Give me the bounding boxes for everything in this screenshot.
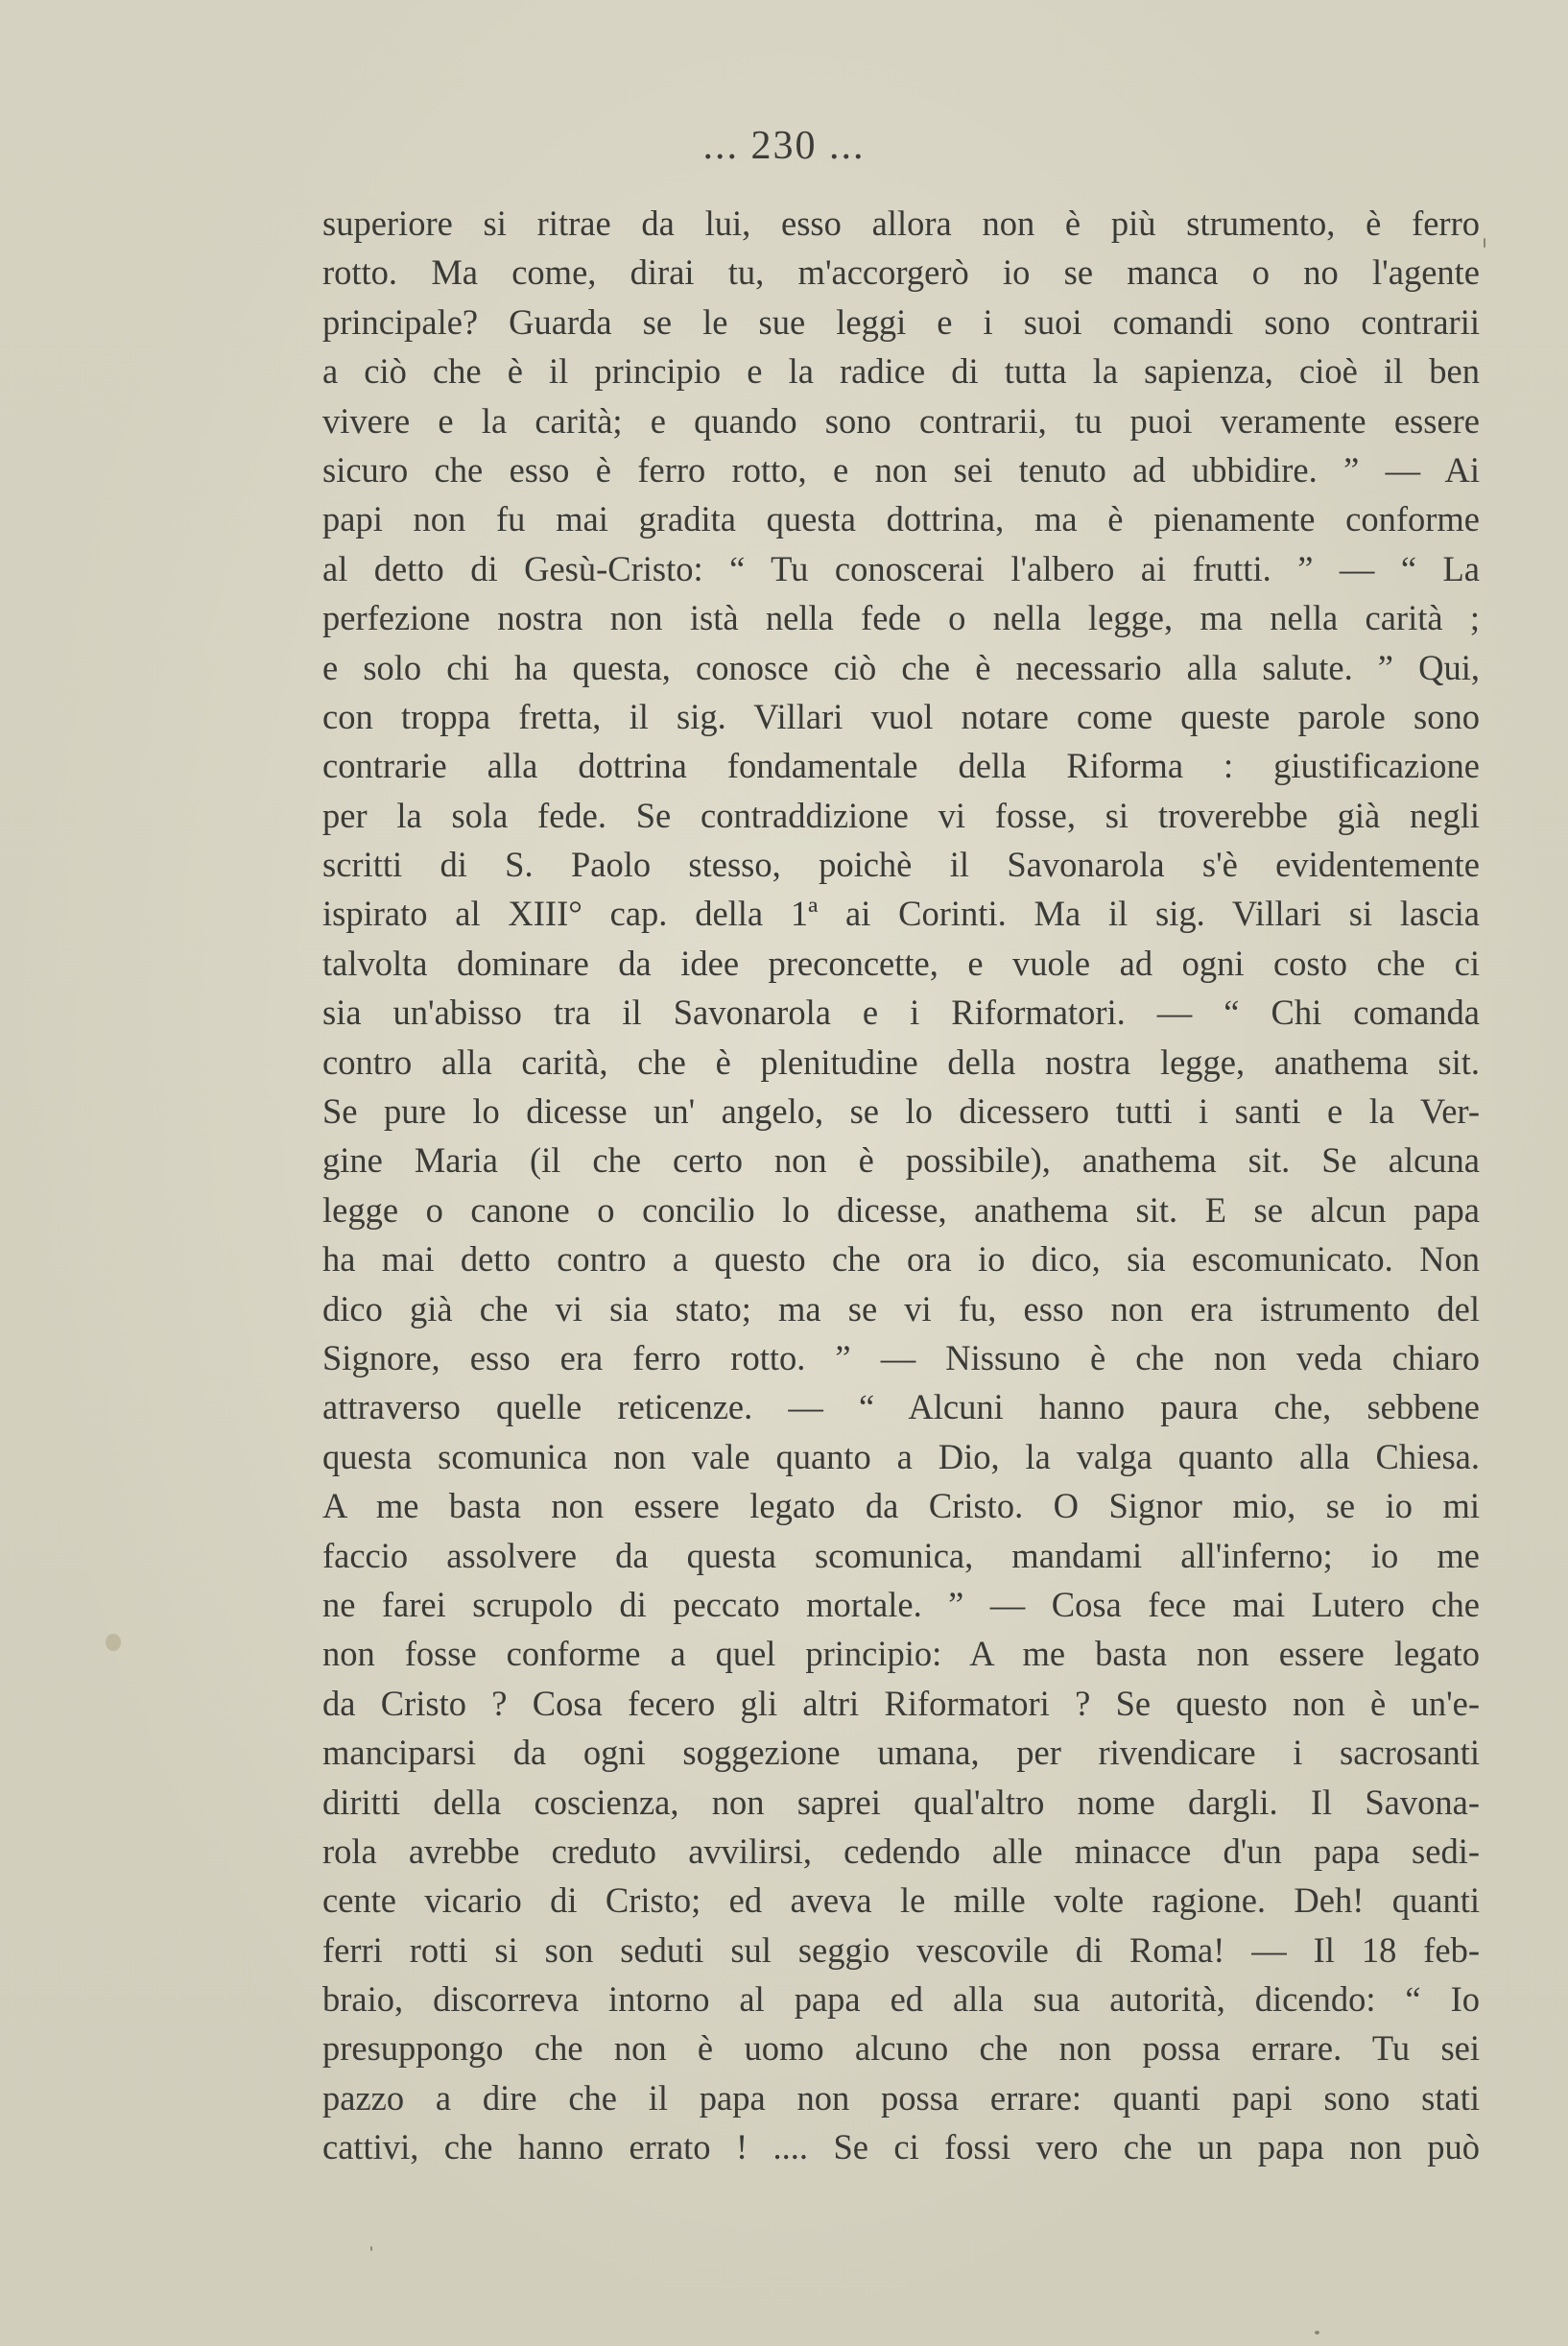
paper-stain <box>106 1634 121 1651</box>
text-line: da Cristo ? Cosa fecero gli altri Riformatori ? Se questo non è un'e- <box>322 1683 1480 1723</box>
text-line: a ciò che è il principio e la radice di tutta la sapienza, cioè il ben <box>322 351 1480 392</box>
text-line: ferri rotti si son seduti sul seggio vescovile di Roma! — Il 18 feb- <box>322 1929 1480 1970</box>
paper-speck <box>370 2246 372 2251</box>
text-line: A me basta non essere legato da Cristo. O Signor mio, se io mi <box>322 1486 1480 1526</box>
body-text <box>322 199 1480 2172</box>
text-line: manciparsi da ogni soggezione umana, per rivendicare i sacrosanti <box>322 1733 1480 1773</box>
text-line: ne farei scrupolo di peccato mortale. ” — Cosa fece mai Lutero che <box>322 1584 1480 1624</box>
text-line: contro alla carità, che è plenitudine della nostra legge, anathema sit. <box>322 1041 1480 1082</box>
text-line: Signore, esso era ferro rotto. ” — Nissuno è che non veda chiaro <box>322 1337 1480 1377</box>
text-line: presuppongo che non è uomo alcuno che non possa errare. Tu sei <box>322 2028 1480 2069</box>
text-line: talvolta dominare da idee preconcette, e vuole ad ogni costo che ci <box>322 943 1480 983</box>
text-line: cente vicario di Cristo; ed aveva le mille volte ragione. Deh! quanti <box>322 1880 1480 1921</box>
text-line: non fosse conforme a quel principio: A me basta non essere legato <box>322 1634 1480 1674</box>
text-line: per la sola fede. Se contraddizione vi fosse, si troverebbe già negli <box>322 795 1480 835</box>
text-line: faccio assolvere da questa scomunica, mandami all'inferno; io me <box>322 1535 1480 1575</box>
text-line: contrarie alla dottrina fondamentale della Riforma : giustificazione <box>322 746 1480 786</box>
text-line: diritti della coscienza, non saprei qual'altro nome dargli. Il Savona- <box>322 1782 1480 1822</box>
text-line: sia un'abisso tra il Savonarola e i Riformatori. — “ Chi comanda <box>322 993 1480 1033</box>
text-line: dico già che vi sia stato; ma se vi fu, esso non era istrumento del <box>322 1288 1480 1329</box>
text-line: con troppa fretta, il sig. Villari vuol notare come queste parole sono <box>322 696 1480 736</box>
text-line: pazzo a dire che il papa non possa errare: quanti papi sono stati <box>322 2077 1480 2118</box>
text-line: rotto. Ma come, dirai tu, m'accorgerò io se manca o no l'agente <box>322 252 1480 293</box>
text-line: Se pure lo dicesse un' angelo, se lo dicessero tutti i santi e la Ver- <box>322 1091 1480 1132</box>
text-line: papi non fu mai gradita questa dottrina, ma è pienamente conforme <box>322 499 1480 539</box>
page-number: ... 230 ... <box>702 124 866 168</box>
paper-speck <box>1484 238 1485 248</box>
text-line: e solo chi ha questa, conosce ciò che è necessario alla salute. ” Qui, <box>322 647 1480 687</box>
text-line: attraverso quelle reticenze. — “ Alcuni hanno paura che, sebbene <box>322 1387 1480 1427</box>
text-line: perfezione nostra non istà nella fede o nella legge, ma nella carità ; <box>322 598 1480 638</box>
text-line: rola avrebbe creduto avvilirsi, cedendo alle minacce d'un papa sedi- <box>322 1831 1480 1871</box>
text-line: ha mai detto contro a questo che ora io dico, sia escomunicato. Non <box>322 1239 1480 1280</box>
text-line: ispirato al XIII° cap. della 1ª ai Corinti. Ma il sig. Villari si lascia <box>322 894 1480 934</box>
text-line: vivere e la carità; e quando sono contrarii, tu puoi veramente essere <box>322 400 1480 441</box>
text-line: legge o canone o concilio lo dicesse, anathema sit. E se alcun papa <box>322 1189 1480 1230</box>
text-line: scritti di S. Paolo stesso, poichè il Savonarola s'è evidentemente <box>322 845 1480 885</box>
text-line: gine Maria (il che certo non è possibile), anathema sit. Se alcuna <box>322 1140 1480 1181</box>
text-line: al detto di Gesù-Cristo: “ Tu conoscerai l'albero ai frutti. ” — “ La <box>322 548 1480 588</box>
text-line: cattivi, che hanno errato ! .... Se ci fossi vero che un papa non può <box>322 2127 1480 2167</box>
text-line: principale? Guarda se le sue leggi e i suoi comandi sono contrarii <box>322 301 1480 342</box>
paper-speck <box>1315 2331 1319 2334</box>
text-line: questa scomunica non vale quanto a Dio, la valga quanto alla Chiesa. <box>322 1436 1480 1476</box>
text-line: braio, discorreva intorno al papa ed alla sua autorità, dicendo: “ Io <box>322 1979 1480 2020</box>
text-line: superiore si ritrae da lui, esso allora non è più strumento, è ferro <box>322 203 1480 243</box>
text-line: sicuro che esso è ferro rotto, e non sei tenuto ad ubbidire. ” — Ai <box>322 449 1480 490</box>
